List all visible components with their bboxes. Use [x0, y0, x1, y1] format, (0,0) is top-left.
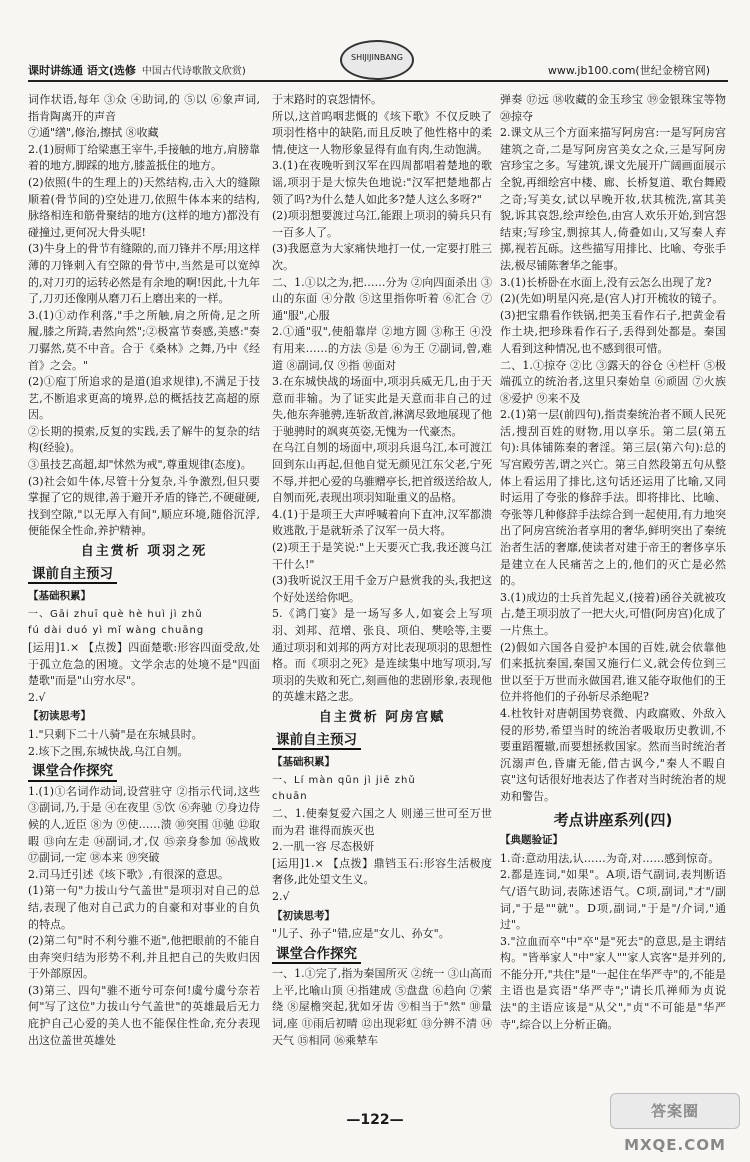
watermark-logo: 答案圈 MXQE.COM	[610, 1093, 740, 1129]
answer-text: [运用]1.× 【点拨】四面楚歌:形容四面受敌,处于孤立危急的困境。文学余志的处境不是"四面楚歌"而是"山穷水尽"。	[28, 641, 260, 688]
page-number: —122—	[346, 1112, 404, 1128]
tag-label: 【基础积累】	[272, 756, 335, 769]
tag-label: 【初读思考】	[272, 909, 335, 922]
header-divider	[28, 80, 728, 82]
section-title: 自主赏析 项羽之死	[80, 544, 208, 560]
pinyin-line: 一、Gāi zhuī què hè huì jì zhǔ	[28, 608, 203, 620]
answer-text: 一、1.①完了,指为秦国所灭 ②统一 ③山高而上平,比喻山顶 ④指建成 ⑤盘盘 ⑥趋向 ⑦萦绕 ⑧屋檐突起,犹如牙齿 ⑨相当于"然" ⑩量词,座 ⑪雨后初晴 ⑫出现彩虹 ⑬分辨不清 ⑭天气 ⑮相同 ⑯乘辇车	[272, 967, 492, 1047]
column-left	[28, 92, 260, 1102]
column-middle	[272, 92, 492, 1102]
answer-text: "儿子、孙子"错,应是"女儿、孙女"。	[272, 927, 450, 941]
lecture-series-title: 考点讲座系列(四)	[553, 810, 673, 829]
answer-text: 二、1.使秦复爱六国之人 则递三世可至万世而为君 谁得而族灭也	[272, 806, 492, 837]
answer-text: 2.一肌一容 尽态极妍	[272, 840, 374, 854]
answer-text: 3."泣血而卒"中"卒"是"死去"的意思,是主谓结构。"皆举家人"中"家人""家人宾客"是并列的,不能分开,"共住"是"一起住在华严寺"的,不能是主语也是宾语"华严寺";"请长爪禅师为贞说法"的主语应该是"从父","贞"不可能是"华严寺",综合以上分析正确。	[500, 934, 726, 1031]
series-title: 课时讲练通 语文(选修 中国古代诗歌散文欣赏)	[28, 64, 246, 77]
answer-block-3: 于末路时的哀怨情怀。 所以,这首呜咽悲慨的《垓下歌》不仅反映了项羽性格中的缺陷,而且反映了他性格中的柔情,使这一人物形象显得有血有肉,生动饱满。 3.(1)在夜晚听到汉军在四周都唱着楚地的歌谣,项羽于是大惊失色地说:"汉军把楚地都占领了吗?为什么楚人如此多?楚人这么多呀?" (2)项羽想要渡过乌江,能跟上项羽的骑兵只有一百多人了。 (3)我愿意为大家痛快地打一仗,一定要打胜三次。 二、1.①以之为,把……分为 ②向四面杀出 ③山的东面 ④分散 ⑤这里指你听着 ⑥汇合 ⑦通"服",心服 2.①通"驭",使船靠岸 ②地方圆 ③称王 ④没有用来……的方法 ⑤是 ⑥为王 ⑦副词,曾,难道 ⑧副词,仅 ⑨指 ⑩面对 3.在东城快战的场面中,项羽兵威无几,由于天意而非输。为了证实此是天意而非自己的过失,他东奔驰骋,连斩敌首,淋漓尽致地展现了他于驰骋时的飒爽英姿,无愧为一代豪杰。 在乌江自刎的场面中,项羽兵退乌江,本可渡江回到东山再起,但他自觉无颜见江东父老,宁死不辱,并把心爱的乌骓赠亭长,把首级送给故人,自刎而死,表现出项羽知耻重义的品格。 4.(1)于是项王大声呼喊着向下直冲,汉军都溃败逃散,于是就斩杀了汉军一员大将。 (2)项王于是笑说:"上天要灭亡我,我还渡乌江干什么!" (3)我听说汉王用千金万户悬赏我的头,我把这个好处送给你吧。 5.《鸿门宴》是一场写多人,如宴会上写项羽、刘邦、范增、张良、项伯、樊哙等,主要通过项羽和刘邦的两方对比表现项羽的思想性格。而《项羽之死》是连续集中地写项羽,写项羽的失败和死亡,刻画他的悲剧形象,表现他的英雄末路之悲。	[272, 93, 492, 704]
page-header	[0, 0, 750, 88]
answer-text: 2.垓下之围,东城快战,乌江自刎。	[28, 744, 189, 758]
answer-text: 2.√	[272, 889, 290, 903]
tag-label: 【初读思考】	[28, 710, 91, 723]
answer-text: 1."只剩下二十八骑"是在东城县时。	[28, 727, 203, 741]
answer-block-2: 1.(1)①名词作动词,设营驻守 ②指示代词,这些 ③副词,乃,于是 ④在夜里 ⑤饮 ⑥奔驰 ⑦身边侍候的人,近臣 ⑧为 ⑨使……溃 ⑩突围 ⑪驰 ⑫取暇 ⑬向左走 ⑭副词,才,仅 ⑮亲身参加 ⑯战败 ⑰副词,一定 ⑱本来 ⑲突破 2.司马迁引述《垓下歌》,有很深的意思。 (1)第一句"力拔山兮气盖世"是项羽对自己的总结,表现了他对自己武力的自豪和对事业的自负的特点。 (2)第二句"时不利兮骓不逝",他把眼前的不能自由奔突归结为形势不利,并且把自己的失败归因于外部原因。 (3)第三、四句"骓不逝兮可奈何!虞兮虞兮奈若何"写了这位"力拔山兮气盖世"的英雄最后无力庇护自己心爱的美人也不能保住性命,充分表现出这位盖世英雄处	[28, 784, 260, 1047]
column-right	[500, 92, 726, 1102]
tag-label: 【典题验证】	[500, 834, 563, 847]
pinyin-line: 一、Lí màn qūn jì jiē zhǔ	[272, 774, 416, 786]
subsection-title: 课堂合作探究	[272, 946, 361, 965]
tag-label: 【基础积累】	[28, 590, 91, 603]
answer-block-4: 弹奏 ⑰远 ⑱收藏的金玉珍宝 ⑲金银珠宝等物 ⑳掠夺 2.课文从三个方面来描写阿房宫:一是写阿房宫建筑之奇,二是写阿房宫美女之众,三是写阿房宫珍宝之多。写建筑,课文先展开广阔画面展示全貌,再细绘宫中楼、廊、长桥复道、歌台舞殿之奇;写美女,试以早晚开妆,状其梳洗,富其美貌,诉其哀怨,绘声绘色,由宫人欢乐开始,到宫怨结束;写珍宝,剽掠其人,倚叠如山,又写秦人弃掷,视若瓦砾。这些描写用排比、比喻、夸张手法,极尽铺陈奢华之能事。 3.(1)长桥卧在水面上,没有云怎么出现了龙? (2)(先如)明星闪亮,是(宫人)打开梳妆的镜子。 (3)把宝鼎看作铁锅,把美玉看作石子,把黄金看作土块,把珍珠看作石子,丢得到处都是。秦国人看到这种情况,也不感到很可惜。 二、1.①掠夺 ②比 ③露天的谷仓 ④栏杆 ⑤极端孤立的统治者,这里只秦始皇 ⑥顽固 ⑦火族 ⑧爱护 ⑨来不及 2.(1)第一层(前四句),指责秦统治者不顾人民死活,搜刮百姓的财物,用以享乐。第二层(第五句):具体铺陈秦的奢淫。第三层(第六句):总的写宫殿劳苦,谓之兴亡。第三自然段第五句从整体上看运用了排比,这句话还运用了比喻,又同时运用了夸张的修辞手法。即将排比、比喻、夸张等几种修辞手法综合到一起使用,有力地突出了阿房宫统治者享用的奢华,鲜明突出了秦统治者生活的奢靡,使读者对建于帝王的奢侈享乐是建立在人民痛苦之上的,他们的灭亡是必然的。 3.(1)成边的士兵首先起义,(接着)函谷关就被攻占,楚王项羽放了一把大火,可惜(阿房宫)化成了一片焦土。 (2)假如六国各自爱护本国的百姓,就会依靠他们来抵抗秦国,秦国又施行仁义,就会传位到三世以至于万世而永做国君,谁又能夺取他们的王位并将他们的子孙斩尽杀绝呢? 4.杜牧针对唐朝国势衰微、内政腐败、外敌入侵的形势,希望当时的统治者吸取历史教训,不要重蹈覆辙,而要想拯救国家。然而当时统治者沉溺声色,昏庸无能,借古讽今,"秦人不暇自哀"这句话很好地表达了作者对当时统治者的规劝和警告。	[500, 93, 726, 803]
answer-text: 1.奇:意动用法,认……为奇,对……感到惊奇。	[500, 851, 720, 865]
subsection-title: 课堂合作探究	[28, 763, 117, 782]
answer-text: 2.√	[28, 690, 46, 704]
publisher-logo: SHIJIJINBANG	[340, 40, 414, 80]
subsection-title: 课前自主预习	[272, 732, 361, 751]
subsection-title: 课前自主预习	[28, 566, 117, 585]
section-title: 自主赏析 阿房宫赋	[318, 709, 446, 725]
website-url: www.jb100.com(世纪金榜官网)	[547, 64, 710, 77]
pinyin-line: chuān	[272, 791, 308, 803]
answer-text: 2.都是连词,"如果"。A项,语气副词,表判断语气/语气助词,表陈述语气。C项,副词,"才"/副词,"于是""就"。D项,副词,"于是"/介词,"通过"。	[500, 868, 726, 932]
answer-text: [运用]1.× 【点拨】鼎铛玉石:形容生活极度奢侈,此处望文生义。	[272, 856, 492, 887]
pinyin-line: fú dài duó yì mǐ wàng chuāng	[28, 625, 205, 637]
answer-block-1: 词作状语,每年 ③众 ④助词,的 ⑤以 ⑥象声词,指肯陶离开的声音 ⑦通"缮",修治,擦拭 ⑧收藏 2.(1)厨师丁给梁惠王宰牛,手接触的地方,肩膀靠着的地方,脚踩的地方,膝盖抵住的地方。 (2)依照(牛的生理上的)天然结构,击入大的缝隙顺着(骨节间的)空处进刀,依照牛体本来的结构,脉络相连和筋骨聚结的地方(这样的地方)都没有碰撞过,更何况大骨头呢! (3)牛身上的骨节有缝隙的,而刀锋并不厚;用这样薄的刀锋刺入有空隙的骨节中,当然是可以宽绰的,对刀刃的运转必然是有余地的啊!因此,十九年了,刀刃还像刚从磨刀石上磨出来的一样。 3.(1)①动作利落,"手之所触,肩之所倚,足之所履,膝之所踦,砉然向然";②极富节奏感,美感:"奏刀骣然,莫不中音。合于《桑林》之舞,乃中《经首》之会。" (2)①庖丁所追求的是道(追求规律),不满足于技艺,不断追求更高的境界,总的概括技艺高超的原因。 ②长期的摸索,反复的实践,丢了解牛的复杂的结构(经验)。 ③虽技艺高超,却"怵然为戒",尊重规律(态度)。 (3)社会如牛体,尽管十分复杂,斗争激烈,但只要掌握了它的规律,善于避开矛盾的锋芒,不硬碰硬,找到空隙,"以无厚入有间",顺应环境,随俗沉浮,便能保全性命,养护精神。	[28, 93, 260, 538]
